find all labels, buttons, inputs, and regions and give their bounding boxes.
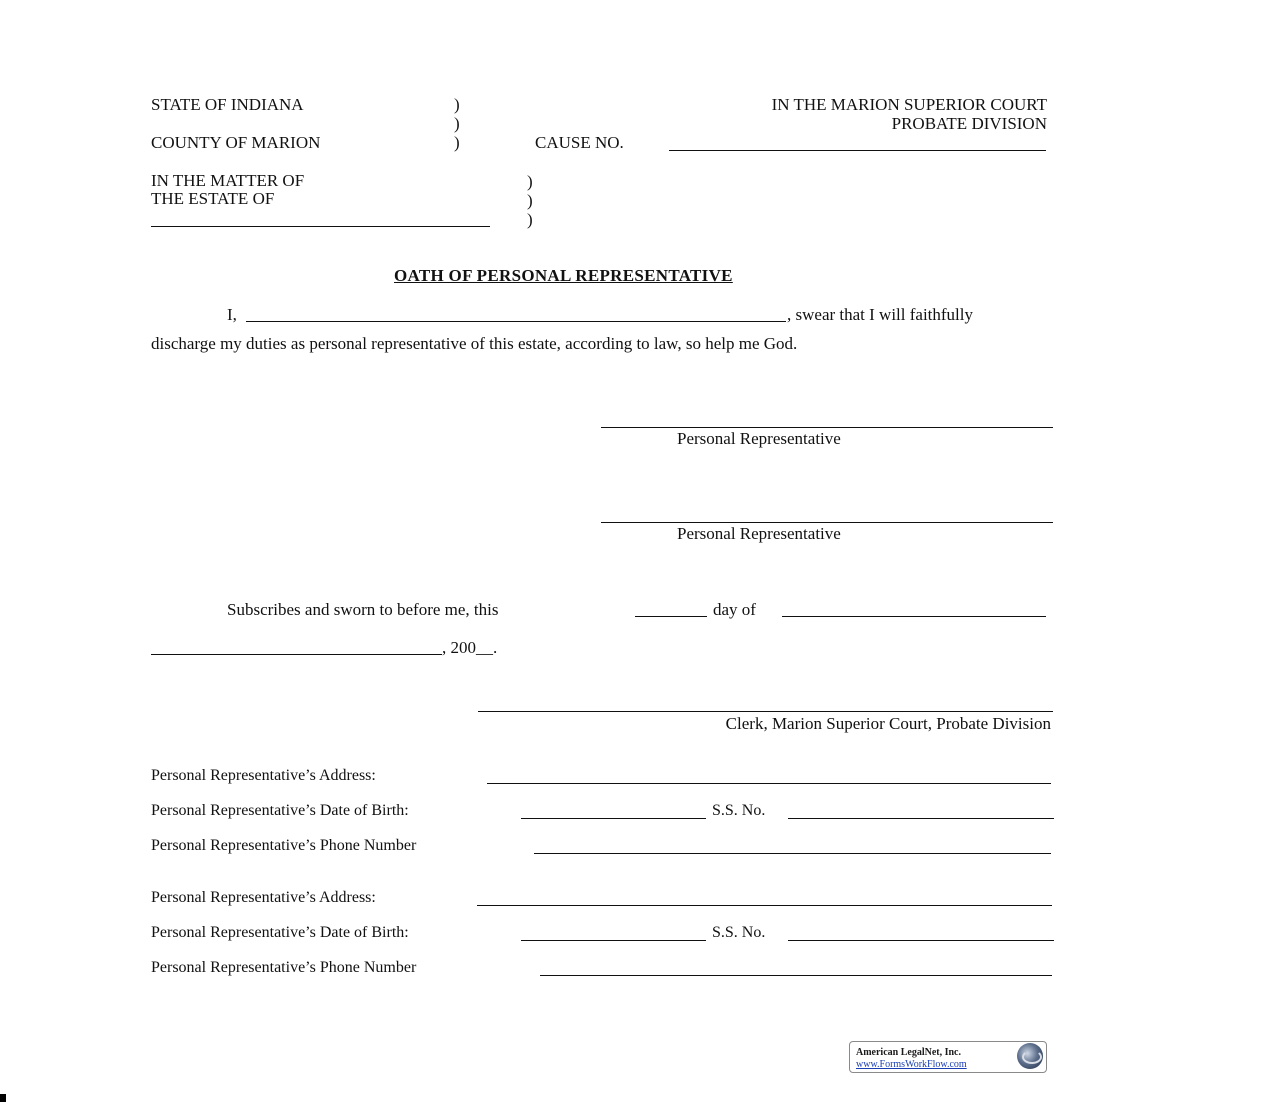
scan-mark xyxy=(0,1094,6,1102)
ss-label-1: S.S. No. xyxy=(712,802,766,819)
address-field-1[interactable] xyxy=(487,783,1051,784)
county-label: COUNTY OF MARION xyxy=(151,133,321,152)
matter-paren-3: ) xyxy=(527,210,533,229)
ss-field-2[interactable] xyxy=(788,940,1054,941)
state-label: STATE OF INDIANA xyxy=(151,95,304,114)
dob-label-2: Personal Representative’s Date of Birth: xyxy=(151,924,409,941)
estate-name-field[interactable] xyxy=(151,226,490,227)
address-label-1: Personal Representative’s Address: xyxy=(151,767,376,784)
sworn-text: Subscribes and sworn to before me, this xyxy=(227,600,499,619)
dob-field-1[interactable] xyxy=(521,818,706,819)
cause-number-label: CAUSE NO. xyxy=(535,133,624,152)
footer-logo[interactable] xyxy=(849,1041,1047,1073)
signature-caption-2: Personal Representative xyxy=(677,524,841,543)
caption-paren-3: ) xyxy=(454,133,460,152)
dob-label-1: Personal Representative’s Date of Birth: xyxy=(151,802,409,819)
ss-field-1[interactable] xyxy=(788,818,1054,819)
address-label-2: Personal Representative’s Address: xyxy=(151,889,376,906)
caption-paren-2: ) xyxy=(454,114,460,133)
signature-line-1[interactable] xyxy=(601,427,1053,428)
globe-icon xyxy=(1017,1043,1043,1069)
phone-field-2[interactable] xyxy=(540,975,1052,976)
address-field-2[interactable] xyxy=(477,905,1052,906)
phone-label-2: Personal Representative’s Phone Number xyxy=(151,959,417,976)
phone-field-1[interactable] xyxy=(534,853,1051,854)
logo-url-link[interactable]: www.FormsWorkFlow.com xyxy=(856,1059,967,1070)
sworn-day-of: day of xyxy=(713,600,756,619)
matter-paren-1: ) xyxy=(527,172,533,191)
sworn-day-field[interactable] xyxy=(635,616,707,617)
matter-line-1: IN THE MATTER OF xyxy=(151,171,305,190)
court-division: PROBATE DIVISION xyxy=(891,114,1047,133)
clerk-caption: Clerk, Marion Superior Court, Probate Division xyxy=(725,714,1051,733)
phone-label-1: Personal Representative’s Phone Number xyxy=(151,837,417,854)
court-name: IN THE MARION SUPERIOR COURT xyxy=(771,95,1047,114)
clerk-signature-line[interactable] xyxy=(478,711,1053,712)
signature-caption-1: Personal Representative xyxy=(677,429,841,448)
caption-paren-1: ) xyxy=(454,95,460,114)
sworn-year: , 200__. xyxy=(442,638,498,657)
matter-paren-2: ) xyxy=(527,191,533,210)
oath-prefix: I, xyxy=(227,305,237,324)
dob-field-2[interactable] xyxy=(521,940,706,941)
cause-number-field[interactable] xyxy=(669,150,1046,151)
signature-line-2[interactable] xyxy=(601,522,1053,523)
sworn-month-field[interactable] xyxy=(782,616,1046,617)
document-title: OATH OF PERSONAL REPRESENTATIVE xyxy=(394,266,733,285)
oath-line-1-suffix: , swear that I will faithfully xyxy=(787,305,974,324)
oath-name-field[interactable] xyxy=(246,321,786,322)
logo-company-name: American LegalNet, Inc. xyxy=(856,1047,961,1058)
oath-line-2: discharge my duties as personal representative of this estate, according to law, so help me God. xyxy=(151,334,798,353)
matter-line-2: THE ESTATE OF xyxy=(151,189,275,208)
sworn-date-field[interactable] xyxy=(151,654,442,655)
ss-label-2: S.S. No. xyxy=(712,924,766,941)
